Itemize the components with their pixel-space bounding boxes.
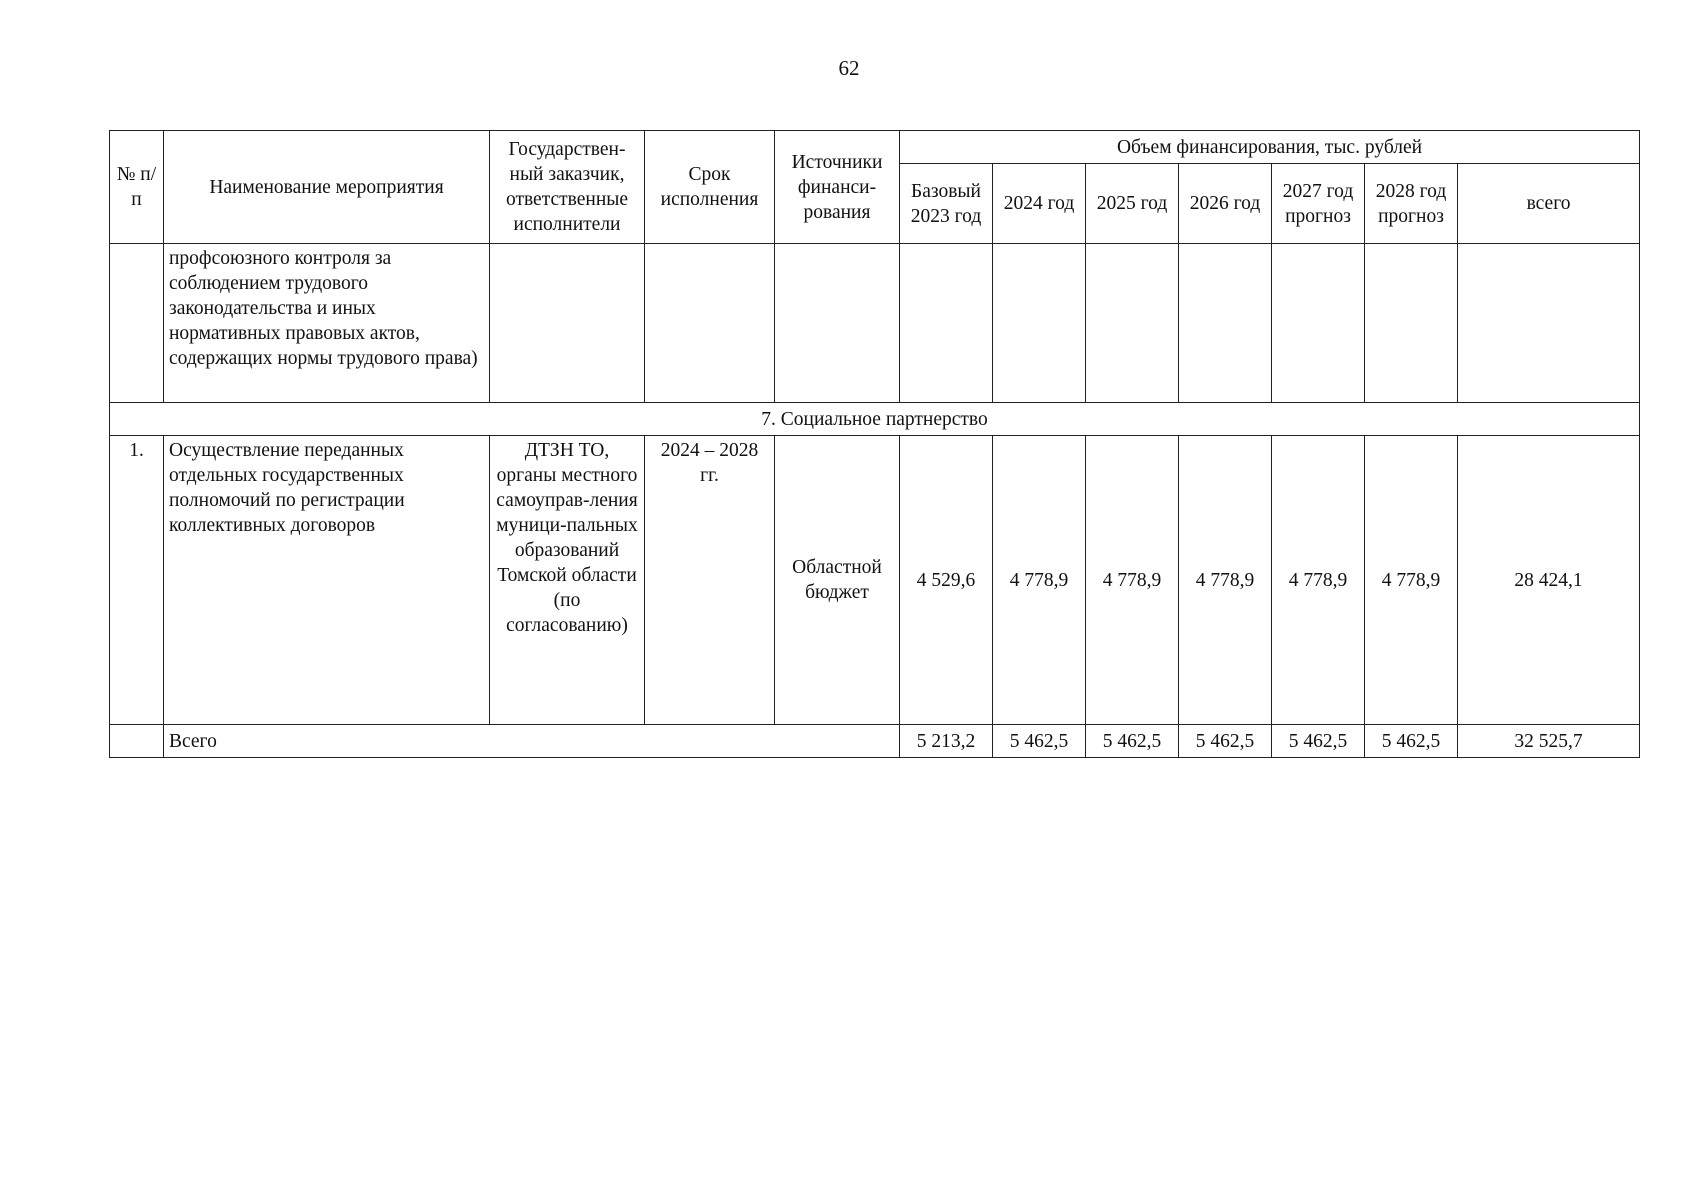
- cell-empty: [775, 244, 900, 403]
- cell-term: 2024 – 2028 гг.: [645, 436, 775, 725]
- page-number: 62: [838, 56, 860, 80]
- header-num: № п/п: [110, 131, 164, 244]
- cell-value-2024: 4 778,9: [993, 436, 1086, 725]
- cell-total-2023: 5 213,2: [900, 725, 993, 758]
- header-year-2026: 2026 год: [1179, 164, 1272, 244]
- cell-empty: [110, 725, 164, 758]
- cell-value-2027: 4 778,9: [1272, 436, 1365, 725]
- cell-num: 1.: [110, 436, 164, 725]
- header-total: всего: [1458, 164, 1640, 244]
- cell-source: Областной бюджет: [775, 436, 900, 725]
- cell-empty: [1458, 244, 1640, 403]
- header-name: Наименование мероприятия: [164, 131, 490, 244]
- header-customer: Государствен-ный заказчик, ответственные исполнители: [490, 131, 645, 244]
- cell-value-2026: 4 778,9: [1179, 436, 1272, 725]
- cell-total-2026: 5 462,5: [1179, 725, 1272, 758]
- cell-empty: [645, 244, 775, 403]
- table-row-1: [110, 436, 1640, 725]
- section-row: [110, 403, 1640, 436]
- header-row-group: [110, 131, 1640, 164]
- header-year-2025: 2025 год: [1086, 164, 1179, 244]
- cell-value-total: 28 424,1: [1458, 436, 1640, 725]
- cell-empty: [993, 244, 1086, 403]
- table-row-continuation: [110, 244, 1640, 403]
- cell-empty: [1086, 244, 1179, 403]
- cell-empty: [1272, 244, 1365, 403]
- cell-value-2023: 4 529,6: [900, 436, 993, 725]
- cell-empty: [490, 244, 645, 403]
- cell-value-2025: 4 778,9: [1086, 436, 1179, 725]
- header-year-2023: Базовый 2023 год: [900, 164, 993, 244]
- financing-table: [109, 130, 1640, 758]
- cell-empty: [900, 244, 993, 403]
- cell-customer: ДТЗН ТО, органы местного самоуправ-ления муници-пальных образований Томской области (по согласованию): [490, 436, 645, 725]
- cell-total-2028: 5 462,5: [1365, 725, 1458, 758]
- cell-total-2024: 5 462,5: [993, 725, 1086, 758]
- cell-value-2028: 4 778,9: [1365, 436, 1458, 725]
- header-year-2028: 2028 год прогноз: [1365, 164, 1458, 244]
- cell-total-label: Всего: [164, 725, 900, 758]
- header-year-2027: 2027 год прогноз: [1272, 164, 1365, 244]
- header-funding-group: Объем финансирования, тыс. рублей: [900, 131, 1640, 164]
- header-sources: Источники финанси-рования: [775, 131, 900, 244]
- cell-empty: [110, 244, 164, 403]
- cell-total-2027: 5 462,5: [1272, 725, 1365, 758]
- table-row-total: [110, 725, 1640, 758]
- cell-name-continuation: профсоюзного контроля за соблюдением трудового законодательства и иных нормативных правовых актов, содержащих нормы трудового права): [164, 244, 490, 403]
- cell-total-2025: 5 462,5: [1086, 725, 1179, 758]
- cell-empty: [1179, 244, 1272, 403]
- header-term: Срок исполнения: [645, 131, 775, 244]
- cell-total-all: 32 525,7: [1458, 725, 1640, 758]
- header-year-2024: 2024 год: [993, 164, 1086, 244]
- section-title: 7. Социальное партнерство: [110, 403, 1640, 436]
- cell-name: Осуществление переданных отдельных государственных полномочий по регистрации коллективных договоров: [164, 436, 490, 725]
- cell-empty: [1365, 244, 1458, 403]
